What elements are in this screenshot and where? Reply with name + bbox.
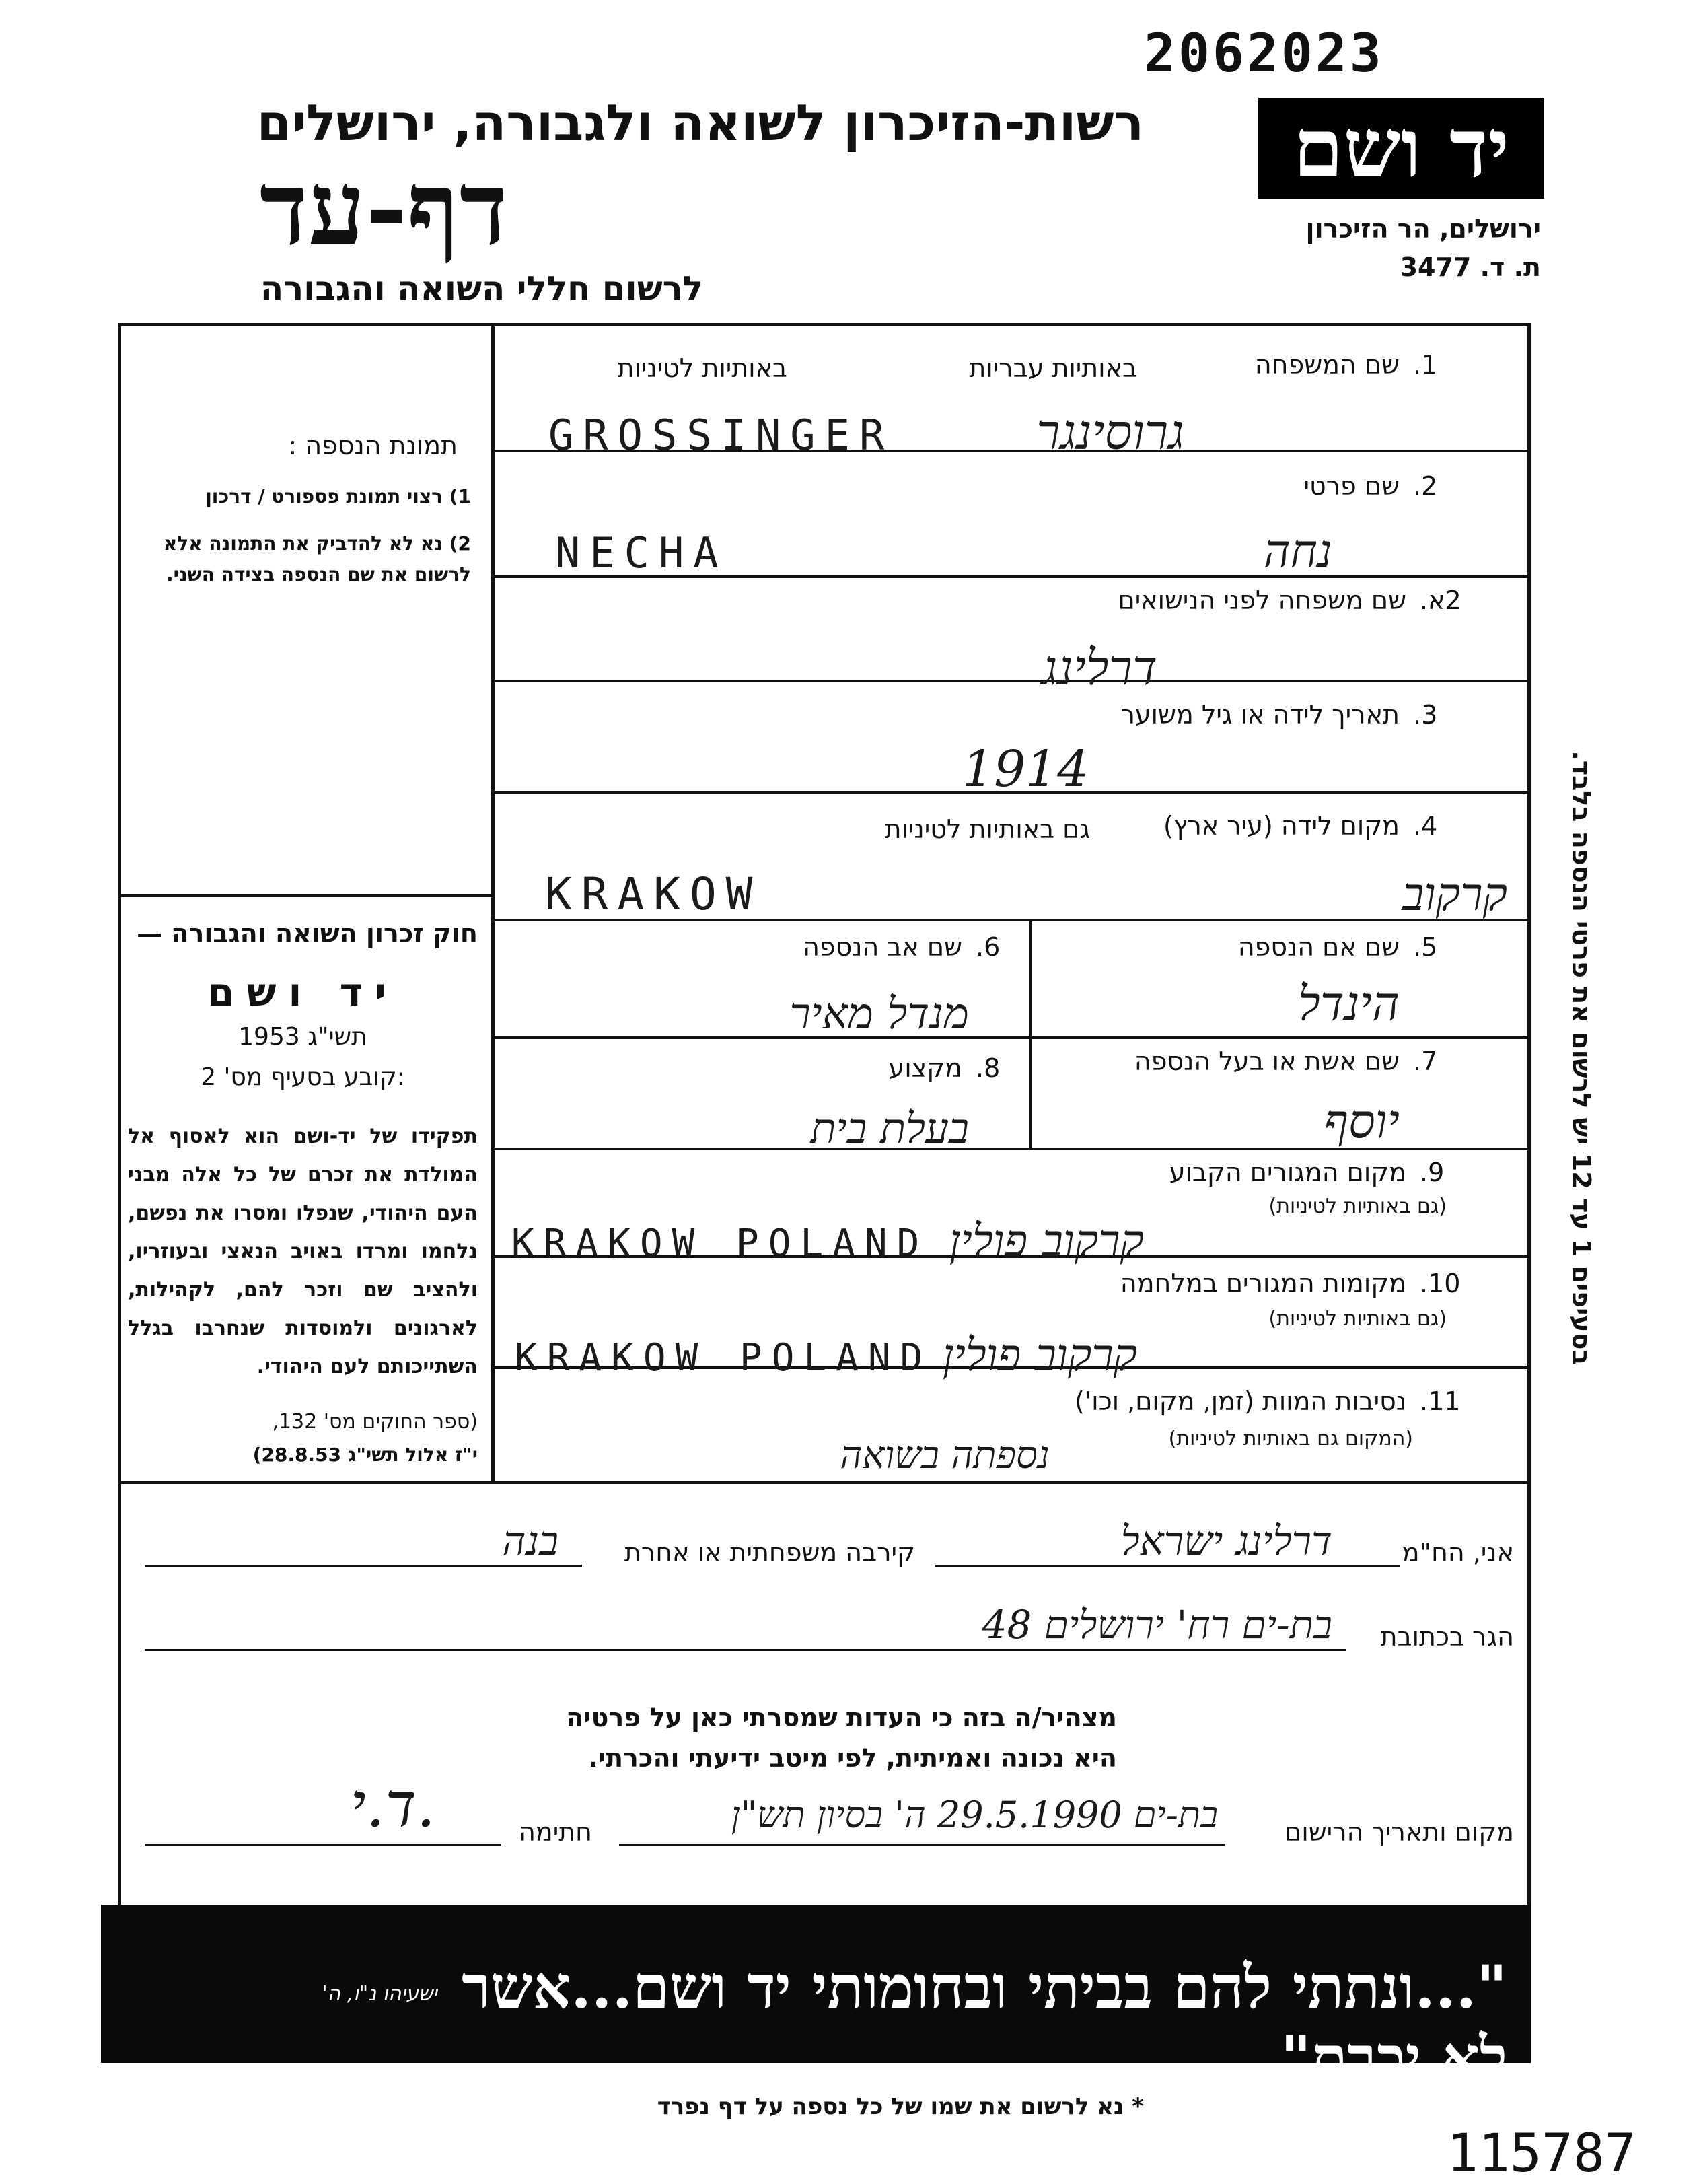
field-10-number: 10. [1420, 1269, 1461, 1298]
photo-note-1: 1) רצוי תמונת פספורט / דרכון [205, 485, 471, 507]
relation-value: בנה [502, 1518, 558, 1565]
column-divider [1029, 919, 1032, 1148]
field-3-number: 3. [1413, 700, 1438, 730]
field-2a-number: 2א. [1420, 586, 1461, 615]
field-11-number: 11. [1420, 1386, 1461, 1416]
field-9-number: 9. [1420, 1158, 1445, 1187]
field-2a-hebrew-value: דרלינג [1041, 639, 1157, 696]
law-reference-2: י"ז אלול תשי"ג 28.8.53) [252, 1444, 478, 1466]
field-4-latin-note: גם באותיות לטיניות [884, 814, 1090, 844]
law-body: תפקידו של יד-ושם הוא לאסוף אל המולדת את זכרם של כל אלה מבני העם היהודי, שנפלו ומסרו את נפשם, נלחמו ומרדו באויב הנאצי ובעוזריו, ולהציב שם וזכר להם, לקהילות, לארגונים ולמוסדות שנחרבו בגלל השתייכותם לעם היהודי. [128, 1125, 478, 1378]
footnote: * נא לרשום את שמו של כל נספה על דף נפרד [657, 2093, 1144, 2120]
yad-vashem-logo: יד ושם [1258, 98, 1544, 199]
field-10-latin-value: KRAKOW POLAND [515, 1336, 933, 1380]
statement-line-1: מצהיר/ה בזה כי העדות שמסרתי כאן על פרטיה [566, 1703, 1117, 1732]
field-8-number: 8. [976, 1053, 1001, 1083]
field-2-number: 2. [1413, 471, 1438, 501]
field-5-value: הינדל [1297, 976, 1400, 1031]
bottom-number: 115787 [1447, 2123, 1636, 2184]
statement-line-2: היא נכונה ואמיתית, לפי מיטב ידיעתי והכרתי. [588, 1743, 1117, 1773]
field-4-hebrew-value: קרקוב [1402, 868, 1507, 921]
law-divider [118, 894, 495, 897]
photo-box-title: תמונת הנספה : [288, 431, 458, 460]
field-6-number: 6. [976, 932, 1001, 962]
row-divider [495, 1036, 1531, 1039]
field-10-hebrew-value: קרקוב פולין [942, 1329, 1137, 1381]
place-date-value: בת-ים 29.5.1990 ה' בסיון תש"ן [731, 1794, 1218, 1836]
form-title: דף-עד [259, 149, 508, 268]
law-name: יד ושם [207, 969, 398, 1015]
field-1-latin-column: באותיות לטיניות [617, 353, 787, 383]
place-date-line [619, 1844, 1225, 1846]
field-9-latin-value: KRAKOW POLAND [511, 1222, 929, 1265]
authority-title: רשות-הזיכרון לשואה ולגבורה, ירושלים [256, 94, 1144, 152]
field-6-value: מנדל מאיר [789, 989, 969, 1039]
place-date-label: מקום ותאריך הרישום [1285, 1817, 1514, 1847]
law-year: תשי"ג 1953 [238, 1023, 367, 1051]
relation-label: קירבה משפחתית או אחרת [624, 1538, 915, 1567]
field-2-label: שם פרטי [1303, 471, 1400, 501]
signature-label: חתימה [519, 1817, 592, 1847]
field-5-label: שם אם הנספה [1237, 932, 1400, 962]
side-note-text: בסעיפים 1 עד 12 יש לרשום את פרטי הנספה בלבד. [1566, 750, 1596, 1366]
field-1-label: שם המשפחה [1254, 350, 1400, 380]
declaration-divider [118, 1481, 1531, 1484]
address-line [145, 1649, 1346, 1651]
field-4-number: 4. [1413, 811, 1438, 841]
relation-line [145, 1565, 582, 1567]
law-reference-1: (ספר החוקים מס' 132, [272, 1410, 478, 1434]
field-2-latin-value: NECHA [555, 528, 728, 577]
law-section: קובע בסעיף מס' 2: [201, 1063, 405, 1091]
field-11-value: נספתה בשואה [840, 1434, 1050, 1477]
field-3-value: 1914 [962, 740, 1089, 798]
field-11-label: נסיבות המוות (זמן, מקום, וכו') [1074, 1386, 1406, 1416]
field-8-label: מקצוע [888, 1053, 962, 1083]
address-label: הגר בכתובת [1380, 1622, 1514, 1652]
photo-note-2: 2) נא לא להדביק את התמונה אלא לרשום את שם הנספה בצידה השני. [163, 532, 471, 586]
field-1-hebrew-column: באותיות עבריות [969, 353, 1137, 383]
field-9-label: מקום המגורים הקבוע [1169, 1158, 1406, 1187]
field-3-label: תאריך לידה או גיל משוער [1120, 700, 1400, 730]
field-9-hebrew-value: קרקוב פולין [949, 1215, 1144, 1267]
logo-po-box: ת. ד. 3477 [1400, 252, 1541, 282]
field-2-hebrew-value: נחה [1263, 525, 1332, 578]
signature-line [145, 1844, 501, 1846]
field-7-number: 7. [1413, 1047, 1438, 1076]
field-10-label: מקומות המגורים במלחמה [1120, 1269, 1406, 1298]
field-4-label: מקום לידה (עיר ארץ) [1163, 811, 1400, 841]
side-note [1561, 727, 1601, 1400]
field-10-note: (גם באותיות לטיניות) [1268, 1307, 1447, 1331]
field-8-value: בעלת בית [810, 1104, 969, 1153]
document-number: 2062023 [1144, 24, 1384, 84]
banner-source: ישעיהו נ"ו, ה' [322, 1982, 437, 2006]
field-11-note: (המקום גם באותיות לטיניות) [1168, 1427, 1413, 1450]
logo-address: ירושלים, הר הזיכרון [1305, 214, 1541, 244]
field-1-number: 1. [1413, 350, 1438, 380]
address-value: בת-ים רח' ירושלים 48 [982, 1602, 1332, 1648]
declarant-label: אני, הח"מ [1402, 1538, 1514, 1567]
field-1-latin-value: GROSSINGER [548, 411, 894, 460]
law-title: חוק זכרון השואה והגבורה — [137, 919, 478, 948]
declarant-value: דרלינג ישראל [1120, 1518, 1332, 1565]
field-9-note: (גם באותיות לטיניות) [1268, 1195, 1447, 1218]
field-7-value: יוסף [1324, 1094, 1400, 1149]
signature: ד.י. [350, 1770, 436, 1841]
field-7-label: שם אשת או בעל הנספה [1134, 1047, 1400, 1076]
field-1-hebrew-value: גרוסינגר [1036, 404, 1184, 460]
field-6-label: שם אב הנספה [803, 932, 962, 962]
banner-quote: "...ונתתי להם בביתי ובחומותי יד ושם...אשר לא יכרת" [462, 1952, 1507, 2092]
field-2a-label: שם משפחה לפני הנישואים [1118, 586, 1406, 615]
declarant-line [935, 1565, 1400, 1567]
form-subtitle: לרשום חללי השואה והגבורה [260, 269, 703, 308]
field-4-latin-value: KRAKOW [545, 868, 762, 920]
field-5-number: 5. [1413, 932, 1438, 962]
